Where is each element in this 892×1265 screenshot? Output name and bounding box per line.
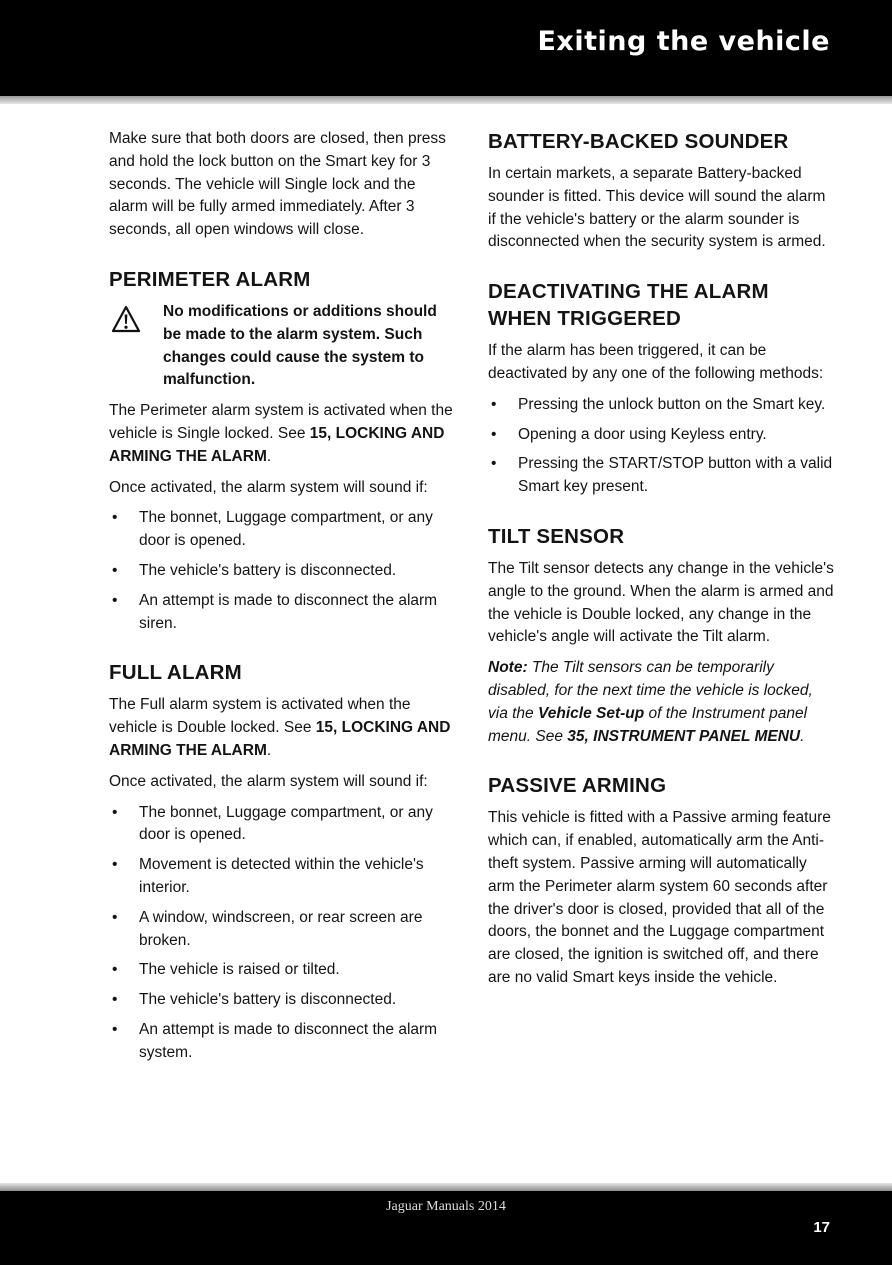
perimeter-paragraph: The Perimeter alarm system is activated when the vehicle is Single locked. See 15, LOCKING AND ARMING THE ALARM. — [109, 402, 453, 465]
instrument-panel-menu-link[interactable]: 35, INSTRUMENT PANEL MENU — [567, 727, 801, 745]
intro-paragraph: Make sure that both doors are closed, then press and hold the lock button on the Smart key for 3 seconds. The vehicle will Single lock and the alarm will be fully armed immediately. After 3 seconds, all open windows will close. — [109, 130, 446, 239]
tilt-sensor-heading: TILT SENSOR — [488, 524, 625, 548]
header-divider — [0, 96, 892, 104]
list-item: • A window, windscreen, or rear screen are broken. — [109, 907, 457, 953]
page-title: Exiting the vehicle — [537, 26, 830, 57]
list-item: • An attempt is made to disconnect the alarm system. — [109, 1019, 457, 1065]
list-item: • Pressing the unlock button on the Smart key. — [488, 394, 834, 417]
warning-triangle-icon — [111, 305, 141, 333]
list-item: • Movement is detected within the vehicle's interior. — [109, 854, 457, 900]
note-label: Note: — [488, 659, 528, 677]
list-item: • An attempt is made to disconnect the alarm siren. — [109, 590, 457, 636]
full-trigger-intro: Once activated, the alarm system will sound if: — [109, 772, 428, 790]
full-trigger-list — [109, 802, 457, 1065]
list-item: • The vehicle is raised or tilted. — [109, 959, 457, 982]
left-column — [109, 128, 457, 1072]
passive-arming-paragraph: This vehicle is fitted with a Passive arming feature which can, if enabled, automatically arm the Anti-theft system. Passive arming will automatically arm the Perimeter alarm system 60 seconds after the driver's door is closed, provided that all of the doors, the bonnet and the Luggage compartment are closed, the ignition is switched off, and there are no valid Smart keys inside the vehicle. — [488, 809, 831, 986]
full-alarm-paragraph: The Full alarm system is activated when the vehicle is Double locked. See 15, LOCKING AND ARMING THE ALARM. — [109, 696, 451, 759]
tilt-sensor-paragraph: The Tilt sensor detects any change in the vehicle's angle to the ground. When the alarm is armed and the vehicle is Double locked, any change in the vehicle's angle will activate the Tilt alarm. — [488, 559, 834, 646]
warning-notice — [109, 301, 457, 392]
page-number: 17 — [813, 1219, 830, 1236]
list-item: • Pressing the START/STOP button with a valid Smart key present. — [488, 453, 834, 499]
list-item: • The bonnet, Luggage compartment, or any door is opened. — [109, 802, 457, 848]
battery-sounder-paragraph: In certain markets, a separate Battery-backed sounder is fitted. This device will sound the alarm if the vehicle's battery or the alarm sounder is disconnected when the security system is armed. — [488, 165, 826, 251]
full-alarm-heading: FULL ALARM — [109, 661, 242, 685]
vehicle-setup-term: Vehicle Set-up — [537, 704, 645, 722]
perimeter-trigger-intro: Once activated, the alarm system will sound if: — [109, 478, 428, 496]
list-item: • The bonnet, Luggage compartment, or any door is opened. — [109, 507, 457, 553]
page-header — [0, 0, 892, 96]
footer-divider — [0, 1183, 892, 1191]
deactivating-paragraph: If the alarm has been triggered, it can be deactivated by any one of the following methods: — [488, 342, 824, 382]
deactivating-methods-list — [488, 394, 834, 499]
list-item: • Opening a door using Keyless entry. — [488, 424, 834, 447]
right-column — [488, 128, 834, 998]
page-footer — [0, 1191, 892, 1265]
perimeter-trigger-list — [109, 507, 457, 635]
passive-arming-heading: PASSIVE ARMING — [488, 774, 667, 798]
battery-sounder-heading: BATTERY-BACKED SOUNDER — [488, 130, 789, 153]
locking-arming-link[interactable]: 15, LOCKING AND ARMING THE ALARM — [109, 424, 445, 465]
deactivating-heading: DEACTIVATING THE ALARM WHEN TRIGGERED — [488, 280, 769, 331]
warning-text: No modifications or additions should be made to the alarm system. Such changes could cause the system to malfunction. — [163, 302, 437, 389]
list-item: • The vehicle's battery is disconnected. — [109, 560, 457, 583]
list-item: • The vehicle's battery is disconnected. — [109, 989, 457, 1012]
footer-brand: Jaguar Manuals 2014 — [386, 1199, 506, 1214]
locking-arming-link[interactable]: 15, LOCKING AND ARMING THE ALARM — [109, 719, 451, 759]
perimeter-alarm-heading: PERIMETER ALARM — [109, 267, 311, 291]
tilt-note: Note: The Tilt sensors can be temporarily disabled, for the next time the vehicle is locked, via the Vehicle Set-up of the Instrument panel menu. See 35, INSTRUMENT PANEL MENU. — [488, 659, 813, 745]
